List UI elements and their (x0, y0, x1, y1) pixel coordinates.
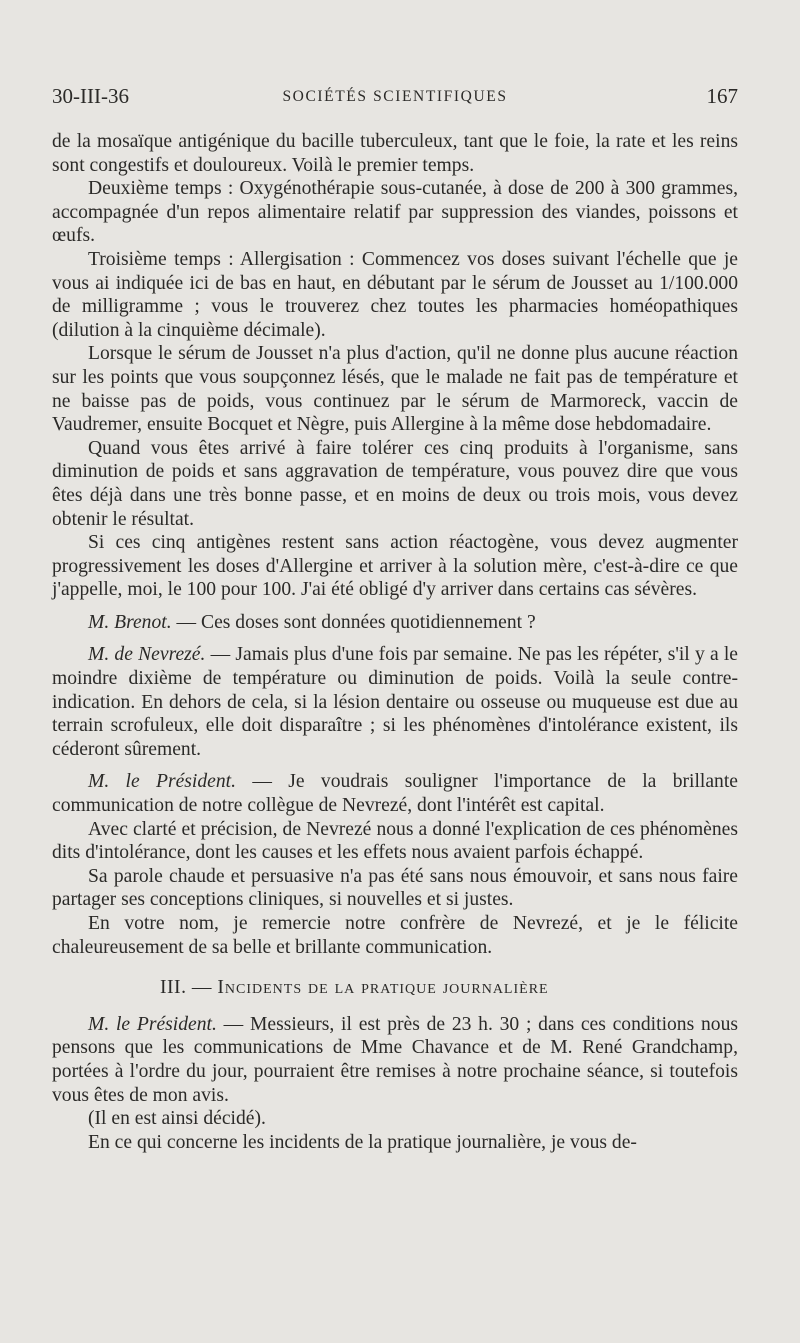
paragraph: M. le Président. — Messieurs, il est près de 23 h. 30 ; dans ces conditions nous pensons que les communications de Mme Chavance et de M. René Grandchamp, portées à l'ordre du jour, pourraient être remises à notre prochaine séance, si toutefois vous êtes de mon avis. (52, 1013, 738, 1106)
paragraph: Troisième temps : Allergisation : Commencez vos doses suivant l'échelle que je vous ai indiquée ici de bas en haut, en débutant par le sérum de Jousset au 1/100.000 de milligramme ; vous le trouverez chez toutes les pharmacies homéopathiques (dilution à la cinquième décimale). (52, 248, 738, 341)
section-numeral: III. (160, 977, 187, 999)
paragraph: Si ces cinq antigènes restent sans action réactogène, vous devez augmenter progressivement les doses d'Allergine et arriver à la solution mère, c'est-à-dire ce que j'appelle, moi, le 100 pour 100. J'ai été obligé d'y arriver dans certains cas sévères. (52, 532, 738, 601)
speaker-name: M. le Président. (88, 1013, 217, 1035)
paragraph: M. de Nevrezé. — Jamais plus d'une fois par semaine. Ne pas les répéter, s'il y a le moindre dixième de température ou diminution de poids. Voilà la seule contre-indication. En dehors de cela, si la lésion dentaire ou osseuse ou muqueuse est due au terrain scrofuleux, elle doit disparaître ; si les phénomènes d'intolérance existent, ils céderont sûrement. (52, 644, 738, 760)
paragraph: Quand vous êtes arrivé à faire tolérer ces cinq produits à l'organisme, sans diminution de poids et sans aggravation de température, vous pouvez dire que vous êtes déjà dans une très bonne passe, et en moins de deux ou trois mois, vous devez obtenir le résultat. (52, 437, 738, 530)
section-title: Incidents de la pratique journalière (217, 977, 549, 999)
page-number: 167 (706, 84, 738, 108)
section-heading (52, 976, 738, 1000)
paragraph: de la mosaïque antigénique du bacille tuberculeux, tant que le foie, la rate et les reins sont congestifs et douloureux. Voilà le premier temps. (52, 131, 738, 176)
speaker-name: M. de Nevrezé. (88, 644, 206, 666)
paragraph: En ce qui concerne les incidents de la pratique journalière, je vous de- (88, 1131, 637, 1153)
running-title: SOCIÉTÉS SCIENTIFIQUES (282, 88, 508, 105)
paragraph: M. le Président. — Je voudrais souligner l'importance de la brillante communication de notre collègue de Nevrezé, dont l'intérêt est capital. (52, 771, 738, 817)
speaker-name: M. Brenot. (88, 611, 172, 633)
paragraph: (Il en est ainsi décidé). (88, 1108, 266, 1130)
paragraph: Avec clarté et précision, de Nevrezé nous a donné l'explication de ces phénomènes dits d'intolérance, dont les causes et les effets nous avaient parfois échappé. (52, 818, 738, 864)
header-date: 30-III-36 (52, 84, 129, 108)
paragraph: Deuxième temps : Oxygénothérapie sous-cutanée, à dose de 200 à 300 grammes, accompagnée d'un repos alimentaire relatif par suppression des viandes, poissons et œufs. (52, 178, 738, 247)
body-text (52, 130, 738, 1154)
speaker-name: M. le Président. (88, 771, 237, 793)
paragraph: En votre nom, je remercie notre confrère de Nevrezé, et je le félicite chaleureusement de sa belle et brillante communication. (52, 913, 738, 958)
paragraph: M. Brenot. — Ces doses sont données quotidiennement ? (88, 611, 536, 633)
paragraph: Lorsque le sérum de Jousset n'a plus d'action, qu'il ne donne plus aucune réaction sur les points que vous soupçonnez lésés, que le malade ne fait pas de température et ne baisse pas de poids, vous continuez par le sérum de Marmoreck, vaccin de Vaudremer, ensuite Bocquet et Nègre, puis Allergine à la même dose hebdomadaire. (52, 343, 738, 436)
section-dash: — (186, 977, 218, 999)
running-head (52, 84, 738, 114)
paragraph: Sa parole chaude et persuasive n'a pas été sans nous émouvoir, et sans nous faire partager ses conceptions cliniques, si nouvelles et si justes. (52, 865, 738, 911)
